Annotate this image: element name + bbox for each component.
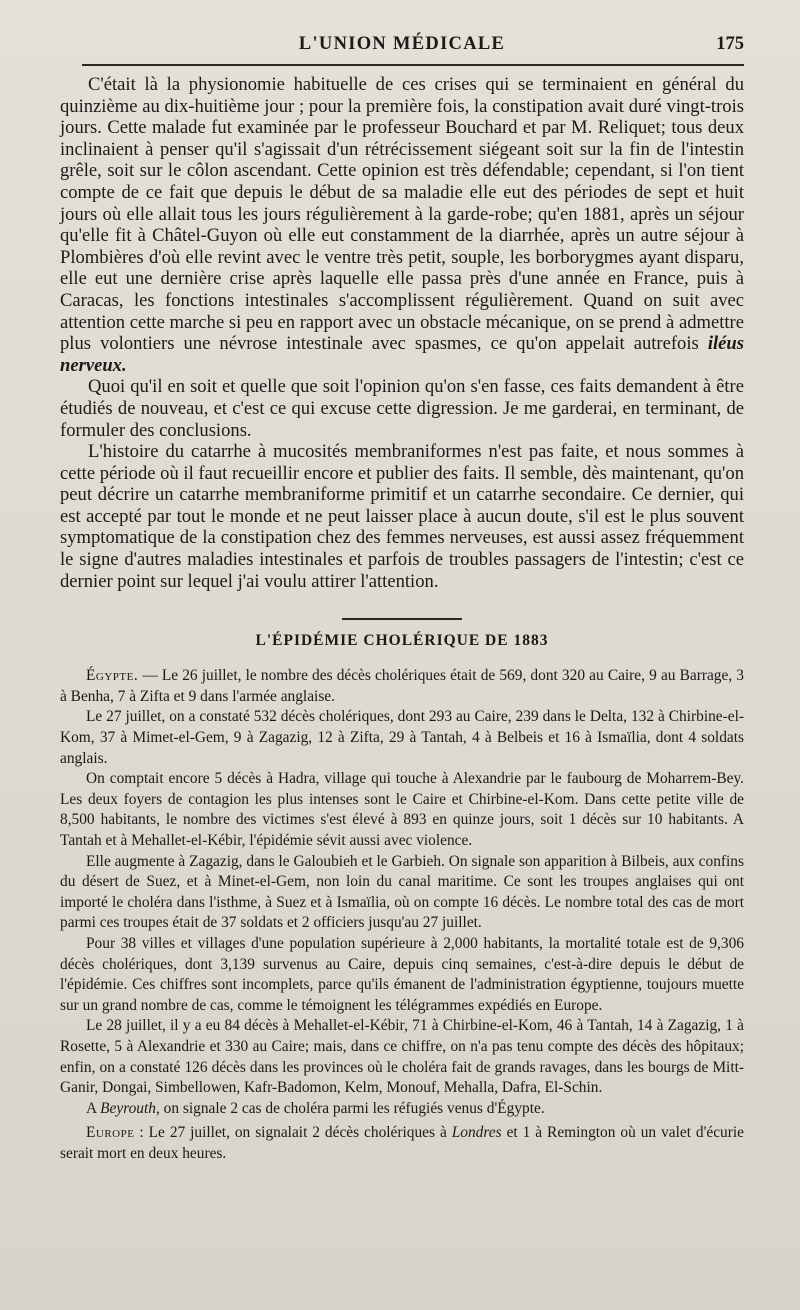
- country-label: Égypte.: [86, 667, 139, 685]
- running-head: [60, 30, 744, 64]
- header-rule: [82, 64, 744, 66]
- paragraph: L'histoire du catarrhe à mucosités membraniformes n'est pas faite, et nous sommes à cette période où il faut recueillir encore et publier des faits. Il semble, dès maintenant, qu'on peut décrire un catarrhe membraniforme primitif et un catarrhe secondaire. Ce dernier, qui est accepté par tout le monde et ne peut laisser place à aucun doute, s'il est le plus souvent symptomatique de la constipation chez des femmes nerveuses, est aussi assez fréquemment le signe d'autres maladies intestinales et parfois de troubles passagers de l'intestin; c'est ce dernier point sur lequel j'ai voulu attirer l'attention.: [60, 441, 744, 592]
- paragraph: Quoi qu'il en soit et quelle que soit l'opinion qu'on s'en fasse, ces faits demandent à être étudiés de nouveau, et c'est ce qui excuse cette digression. Je me garderai, en terminant, de formuler des conclusions.: [60, 376, 744, 441]
- paragraph: A Beyrouth, on signale 2 cas de choléra parmi les réfugiés venus d'Égypte.: [86, 1099, 545, 1117]
- paragraph: Le 27 juillet, on a constaté 532 décès cholériques, dont 293 au Caire, 239 dans le Delta, 132 à Chirbine-el-Kom, 37 à Mimet-el-Gem, 9 à Zagazig, 12 à Zifta, 29 à Tantah, 4 à Belbeis et 16 à Ismaïlia, dont 4 soldats anglais.: [60, 708, 744, 767]
- place-name: Londres: [451, 1124, 502, 1142]
- epidemic-report: [60, 666, 744, 1164]
- country-label: Europe: [86, 1124, 135, 1142]
- italic-term: iléus nerveux.: [60, 333, 744, 376]
- paragraph: Le 28 juillet, il y a eu 84 décès à Mehallet-el-Kébir, 71 à Chirbine-el-Kom, 46 à Tantah, 14 à Zagazig, 1 à Rosette, 5 à Alexandrie et 330 au Caire; mais, dans ce chiffre, on n'a pas tenu compte des décès des hôpitaux; enfin, on a constaté 126 décès dans les provinces où le choléra fait de grands ravages, dans les bourgs de Mitt-Ganir, Dongai, Simbellowen, Kafr-Badomon, Kelm, Monouf, Mehalla, Dafra, El-Schin.: [60, 1017, 744, 1097]
- paragraph: Pour 38 villes et villages d'une population supérieure à 2,000 habitants, la mortalité totale est de 9,306 décès cholériques, dont 3,139 survenus au Caire, depuis cinq semaines, c'est-à-dire depuis le début de l'épidémie. Ces chiffres sont incomplets, parce qu'ils émanent de l'administration égyptienne, toujours muette sur un grand nombre de cas, comme le témoignent les télégrammes expédiés en Europe.: [60, 934, 744, 1014]
- paragraph: C'était là la physionomie habituelle de ces crises qui se terminaient en général du quinzième au dix-huitième jour ; pour la première fois, la constipation avait duré vingt-trois jours. Cette malade fut examinée par le professeur Bouchard et par M. Reliquet; tous deux inclinaient à penser qu'il s'agissait d'un rétrécissement siégeant soit sur la fin de l'intestin grêle, soit sur le côlon ascendant. Cette opinion est très défendable; cependant, si l'on tient compte de ce fait que depuis le début de sa maladie elle eut des périodes de sept et huit jours où elle allait tous les jours régulièrement à la garde-robe; qu'en 1881, après un séjour qu'elle fit à Châtel-Guyon où elle eut constamment de la diarrhée, après un autre séjour à Plombières d'où elle revint avec le ventre très petit, souple, les borborygmes ayant disparu, elle eut une dernière crise après laquelle elle passa près d'une année en France, puis à Caracas, les fonctions intestinales s'accomplissent régulièrement. Quand on suit avec attention cette marche si peu en rapport avec un obstacle mécanique, on se prend à admettre plus volontiers une névrose intestinale avec spasmes, ce qu'on appelait autrefois iléus nerveux.: [60, 74, 744, 376]
- paragraph: Égypte. — Le 26 juillet, le nombre des décès cholériques était de 569, dont 320 au Caire, 9 au Barrage, 3 à Benha, 7 à Zifta et 9 dans l'armée anglaise.: [60, 667, 744, 705]
- paragraph: Europe : Le 27 juillet, on signalait 2 décès cholériques à Londres et 1 à Remington où un valet d'écurie serait mort en deux heures.: [60, 1124, 744, 1162]
- paragraph: Elle augmente à Zagazig, dans le Galoubieh et le Garbieh. On signale son apparition à Bilbeis, aux confins du désert de Suez, et à Minet-el-Gem, non loin du canal maritime. Ce sont les troupes anglaises qui ont importé le choléra dans l'isthme, à Suez et à Ismaïlia, où on compte 16 décès. Le nombre total des cas de mort parmi ces troupes était de 37 soldats et 2 officiers jusqu'au 27 juillet.: [60, 852, 744, 932]
- place-name: Beyrouth: [100, 1099, 156, 1117]
- page-number: 175: [716, 34, 744, 54]
- section-divider: [342, 618, 462, 620]
- journal-title: L'UNION MÉDICALE: [298, 34, 506, 54]
- article-body: [60, 74, 744, 592]
- paragraph: On comptait encore 5 décès à Hadra, village qui touche à Alexandrie par le faubourg de Moharrem-Bey. Les deux foyers de contagion les plus intenses sont le Caire et Chirbine-el-Kom. Dans cette petite ville de 8,500 habitants, le nombre des victimes s'est élevé à 893 en quinze jours, soit 1 décès sur 10 habitants. A Tantah et à Mehallet-el-Kébir, l'épidémie sévit aussi avec violence.: [60, 770, 744, 849]
- section-title: L'ÉPIDÉMIE CHOLÉRIQUE DE 1883: [255, 632, 549, 650]
